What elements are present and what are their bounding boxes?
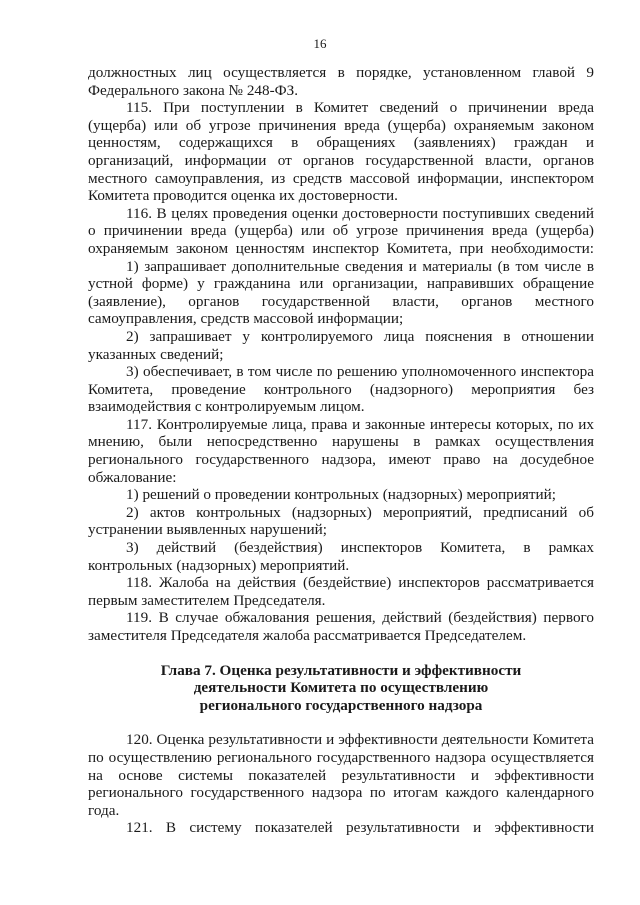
list-item-line: 1) решений о проведении контрольных (надзорных) мероприятий; (126, 486, 556, 504)
text-line: обжалование: (88, 468, 177, 486)
chapter-heading-line: регионального государственного надзора (199, 696, 483, 714)
text-line: Комитета, проведение контрольного (надзорного) мероприятия без (88, 380, 594, 398)
text-line: года. (88, 801, 120, 819)
text-line: Комитета проводится оценка их достоверности. (88, 187, 398, 205)
text-line: (ущерба) или об угрозе причинения вреда (ущерба) охраняемым законом (88, 116, 594, 134)
paragraph-116-line: 116. В целях проведения оценки достоверности поступивших сведений (126, 204, 594, 222)
text-line: устранении выявленных нарушений; (88, 521, 327, 539)
text-line: самоуправления, средств массовой информации; (88, 310, 404, 328)
page-number: 16 (313, 36, 327, 51)
paragraph-121-line: 121. В систему показателей результативности и эффективности (126, 819, 594, 837)
text-line: по осуществлению регионального государственного надзора осуществляется (88, 748, 594, 766)
text-line: местного самоуправления, из средств массовой информации, инспектором (88, 169, 594, 187)
list-item-line: 2) актов контрольных (надзорных) мероприятий, предписаний об (126, 503, 594, 521)
chapter-heading-line: Глава 7. Оценка результативности и эффективности (160, 661, 522, 679)
text-line: охраняемым законом ценностям инспектор Комитета, при необходимости: (88, 239, 594, 257)
text-line: о причинении вреда (ущерба) или об угрозе причинения вреда (ущерба) (88, 222, 594, 240)
chapter-heading (88, 662, 594, 715)
text-line: (заявление), органов государственной власти, органов местного (88, 292, 594, 310)
chapter-heading-line: деятельности Комитета по осуществлению (193, 679, 489, 697)
text-line: указанных сведений; (88, 345, 224, 363)
text-line: взаимодействия с контролируемым лицом. (88, 398, 365, 416)
text-line: организаций, информации от органов государственной власти, органов (88, 151, 594, 169)
text-line: ценностям, содержащихся в обращениях (заявлениях) граждан и (88, 134, 594, 152)
text-line: устной форме) у гражданина или организации, направивших обращение (88, 275, 594, 293)
text-line: первым заместителем Председателя. (88, 591, 326, 609)
text-line: заместителя Председателя жалоба рассматривается Председателем. (88, 627, 527, 644)
paragraph-119-line: 119. В случае обжалования решения, действий (бездействия) первого (126, 609, 594, 627)
text-line: Федерального закона № 248-ФЗ. (88, 81, 299, 99)
list-item-line: 3) действий (бездействия) инспекторов Комитета, в рамках (126, 539, 594, 557)
list-item-line: 3) обеспечивает, в том числе по решению уполномоченного инспектора (126, 363, 594, 381)
text-line: регионального государственного надзора по итогам каждого календарного (88, 784, 594, 802)
text-line: мнению, были непосредственно нарушены в рамках осуществления (88, 433, 594, 451)
paragraph-118-line: 118. Жалоба на действия (бездействие) инспекторов рассматривается (126, 574, 594, 592)
text-line: регионального государственного надзора, имеют право на досудебное (88, 451, 594, 469)
paragraph-117-line: 117. Контролируемые лица, права и законные интересы которых, по их (126, 415, 594, 433)
list-item-line: 1) запрашивает дополнительные сведения и материалы (в том числе в (126, 257, 594, 275)
paragraph-120-line: 120. Оценка результативности и эффективности деятельности Комитета (126, 731, 594, 749)
text-line: контрольных (надзорных) мероприятий. (88, 556, 350, 574)
paragraph-115-line: 115. При поступлении в Комитет сведений о причинении вреда (126, 99, 594, 117)
document-body (88, 64, 594, 837)
text-line: на основе системы показателей результативности и эффективности (88, 766, 594, 784)
list-item-line: 2) запрашивает у контролируемого лица пояснения в отношении (126, 327, 594, 345)
text-line: должностных лиц осуществляется в порядке, установленном главой 9 (88, 64, 594, 81)
